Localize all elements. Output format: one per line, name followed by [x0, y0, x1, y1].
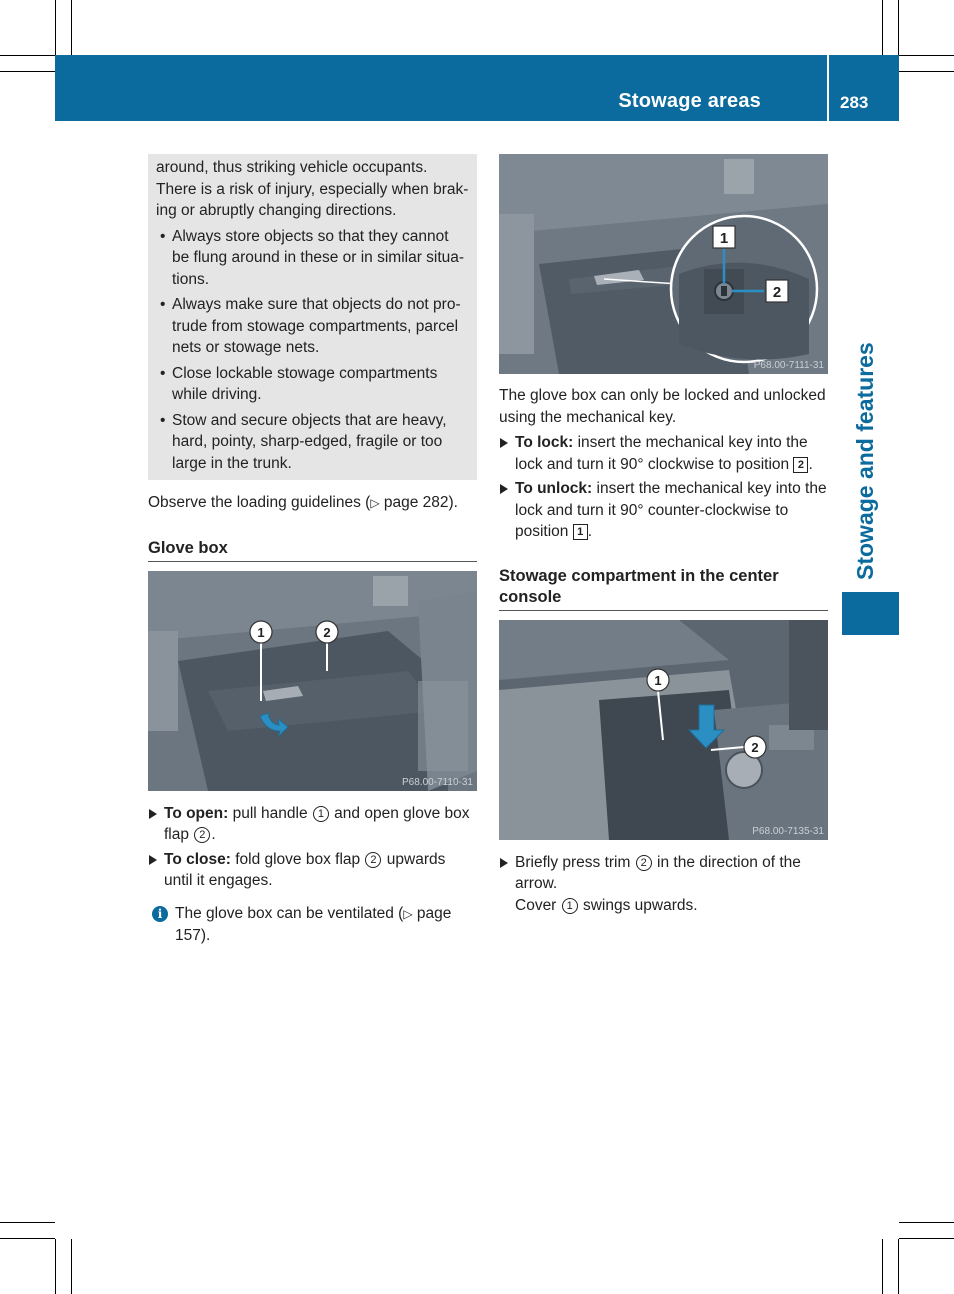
info-text: ).: [200, 927, 211, 944]
step-arrow-icon: [149, 855, 157, 865]
step-lock: [499, 432, 828, 475]
warning-bullet: • Close lockable stowage compartments while driving.: [156, 363, 470, 406]
figure-label: 1: [719, 230, 729, 247]
step-arrow-icon: [500, 858, 508, 868]
callout-number: 1: [313, 806, 329, 822]
crop-mark: [55, 1239, 56, 1294]
glove-box-figure: [148, 571, 477, 791]
warning-intro: around, thus striking vehicle occupants. There is a risk of injury, especially when brak-ing or abruptly changing directions.: [156, 159, 469, 219]
crop-mark: [898, 0, 899, 55]
center-console-steps: [499, 852, 828, 917]
lock-steps: [499, 432, 828, 543]
center-console-heading: Stowage compartment in the center console: [499, 566, 828, 611]
warning-bullet: • Always make sure that objects do not pro-trude from stowage compartments, parcel nets or stowage nets.: [156, 294, 470, 359]
step-text: and open glove box flap: [164, 804, 470, 843]
loading-note-end: ).: [448, 494, 458, 511]
step-text: .: [808, 455, 813, 473]
page-ref-link[interactable]: page 282: [383, 494, 449, 511]
step-label: To unlock:: [515, 480, 593, 497]
step-arrow-icon: [500, 438, 508, 448]
warning-bullet: • Always store objects so that they cannot be flung around in these or in similar situa-tions.: [156, 226, 470, 291]
page-ref-arrow-icon: ▷: [403, 906, 413, 921]
step-result: [499, 895, 828, 917]
info-icon: i: [152, 906, 168, 922]
step-arrow-icon: [149, 809, 157, 819]
step-text: insert the mechanical key into the lock and turn it 90° clockwise to position: [515, 434, 808, 473]
step-text: .: [587, 523, 593, 540]
crop-mark: [898, 1239, 899, 1294]
center-console-figure: [499, 620, 828, 840]
glove-box-lock-illustration: [499, 154, 828, 374]
step-press-trim: [499, 852, 828, 895]
position-number: 1: [573, 524, 588, 540]
crop-mark: [0, 1222, 55, 1223]
section-title: Stowage areas: [618, 90, 761, 112]
loading-note-text: Observe the loading guidelines (: [148, 494, 371, 511]
crop-mark: [899, 71, 954, 72]
step-label: To lock:: [515, 434, 574, 451]
step-text: upwards until it engages.: [164, 850, 446, 889]
warning-bullet: • Stow and secure objects that are heavy, hard, pointy, sharp-edged, fragile or too large in the trunk.: [156, 410, 470, 475]
step-label: To open:: [164, 804, 229, 822]
callout-number: 1: [562, 898, 578, 914]
crop-mark: [71, 0, 72, 55]
step-text: Briefly press trim: [515, 853, 635, 871]
crop-mark: [899, 55, 954, 56]
loading-note: [148, 492, 477, 515]
warning-list: [156, 226, 470, 475]
step-text: insert the mechanical key into the lock and turn it 90° counter-clockwise to position: [515, 480, 827, 540]
step-text: .: [211, 826, 216, 843]
warning-box: [148, 154, 477, 480]
step-text: in the direction of the arrow.: [515, 853, 801, 892]
figure-code: P68.00-7110-31: [402, 776, 473, 788]
figure-code: P68.00-7111-31: [753, 360, 824, 371]
crop-mark: [0, 1238, 55, 1239]
step-open: [148, 803, 477, 846]
callout-number: 2: [194, 827, 210, 843]
crop-mark: [882, 0, 883, 55]
step-label: To close:: [164, 850, 231, 868]
result-text: swings upwards.: [578, 896, 698, 914]
position-number: 2: [793, 457, 808, 473]
crop-mark: [899, 1238, 954, 1239]
lock-figure: [499, 154, 828, 374]
crop-mark: [55, 0, 56, 55]
chapter-title: Stowage and features: [852, 342, 878, 580]
figure-code: P68.00-7135-31: [752, 825, 824, 837]
step-arrow-icon: [500, 484, 508, 494]
figure-label: 2: [323, 624, 331, 640]
left-column: [148, 154, 477, 947]
figure-label: 1: [257, 624, 265, 640]
ventilation-info: [148, 903, 477, 947]
crop-mark: [899, 1222, 954, 1223]
header-divider: [827, 55, 829, 121]
glove-box-illustration: [148, 571, 477, 791]
right-column: [499, 154, 828, 916]
lock-intro: The glove box can only be locked and unlocked using the mechanical key.: [499, 387, 826, 426]
page-ref-link[interactable]: page 157: [175, 904, 452, 944]
glove-box-heading: Glove box: [148, 538, 477, 562]
page-header: [55, 55, 899, 121]
glove-box-steps: [148, 803, 477, 892]
crop-mark: [71, 1239, 72, 1294]
step-text: pull handle: [228, 804, 312, 822]
center-console-illustration: [499, 620, 828, 840]
callout-number: 2: [365, 852, 381, 868]
page-number: 283: [840, 93, 869, 112]
figure-label: 2: [772, 284, 782, 301]
figure-label: 2: [751, 739, 759, 755]
chapter-tab: [842, 592, 899, 635]
page-ref-arrow-icon: ▷: [370, 496, 380, 510]
crop-mark: [0, 71, 55, 72]
info-text: The glove box can be ventilated (: [175, 904, 404, 922]
callout-number: 2: [636, 855, 652, 871]
step-unlock: [499, 478, 828, 543]
crop-mark: [882, 1239, 883, 1294]
crop-mark: [0, 55, 55, 56]
result-text: Cover: [515, 896, 561, 914]
figure-label: 1: [654, 672, 662, 688]
step-text: fold glove box flap: [230, 850, 365, 868]
step-close: [148, 849, 477, 892]
